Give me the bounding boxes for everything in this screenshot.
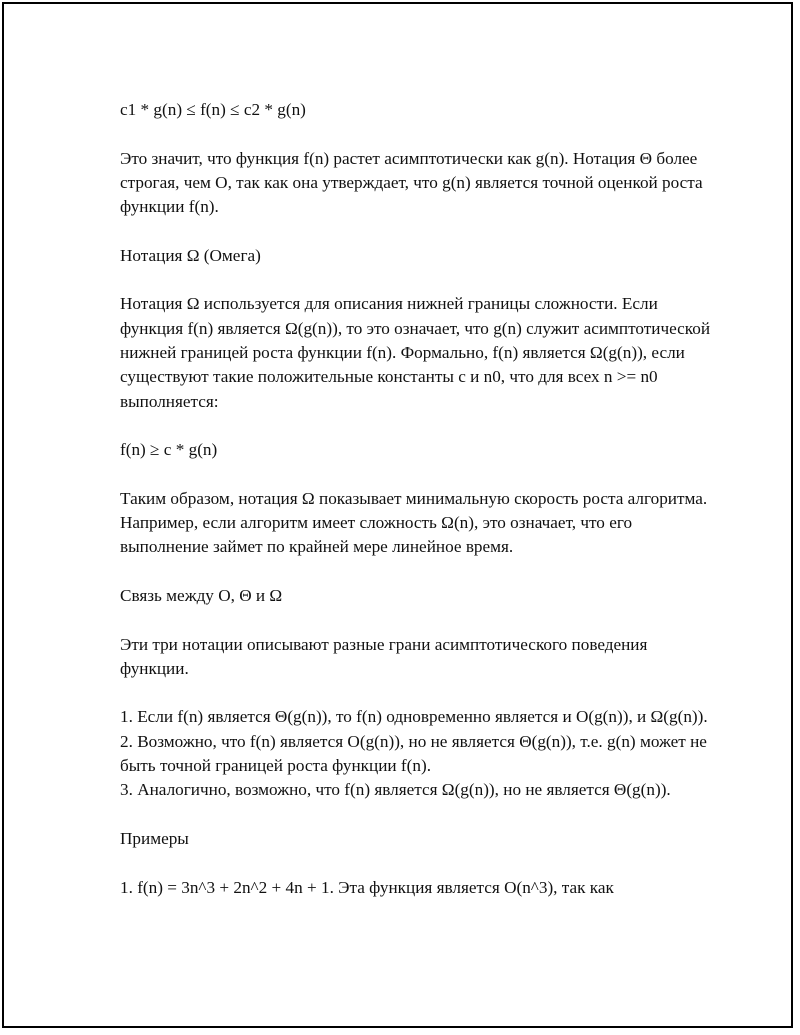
omega-summary-paragraph: Таким образом, нотация Ω показывает минимальную скорость роста алгоритма. Например, если алгоритм имеет сложность Ω(n), это означает, что его выполнение займет по крайней мере линейное время.	[120, 488, 708, 557]
document-page	[2, 2, 793, 1028]
theta-explanation-paragraph: Это значит, что функция f(n) растет асимптотически как g(n). Нотация Θ более строгая, чем O, так как она утверждает, что g(n) является точной оценкой роста функции f(n).	[120, 148, 703, 217]
relation-heading: Связь между O, Θ и Ω	[120, 585, 283, 605]
relation-list-item: 1. Если f(n) является Θ(g(n)), то f(n) одновременно является и O(g(n)), и Ω(g(n)).	[120, 707, 708, 727]
relation-intro-paragraph: Эти три нотации описывают разные грани асимптотического поведения функции.	[120, 634, 648, 678]
examples-heading: Примеры	[120, 828, 189, 848]
relation-list	[120, 705, 720, 802]
omega-definition-paragraph: Нотация Ω используется для описания нижней границы сложности. Если функция f(n) является Ω(g(n)), то это означает, что g(n) служит асимптотической нижней границей роста функции f(n). Формально, f(n) является Ω(g(n)), если существуют такие положительные константы c и n0, что для всех n >= n0 выполняется:	[120, 294, 711, 411]
example-item: 1. f(n) = 3n^3 + 2n^2 + 4n + 1. Эта функция является O(n^3), так как	[120, 877, 614, 897]
relation-list-item: 3. Аналогично, возможно, что f(n) является Ω(g(n)), но не является Θ(g(n)).	[120, 780, 671, 800]
omega-formula: f(n) ≥ c * g(n)	[120, 440, 218, 460]
relation-list-item: 2. Возможно, что f(n) является O(g(n)), но не является Θ(g(n)), т.е. g(n) может не быть точной границей роста функции f(n).	[120, 731, 707, 776]
theta-formula: c1 * g(n) ≤ f(n) ≤ c2 * g(n)	[120, 100, 306, 119]
document-body	[120, 98, 720, 924]
omega-heading: Нотация Ω (Омега)	[120, 245, 261, 265]
